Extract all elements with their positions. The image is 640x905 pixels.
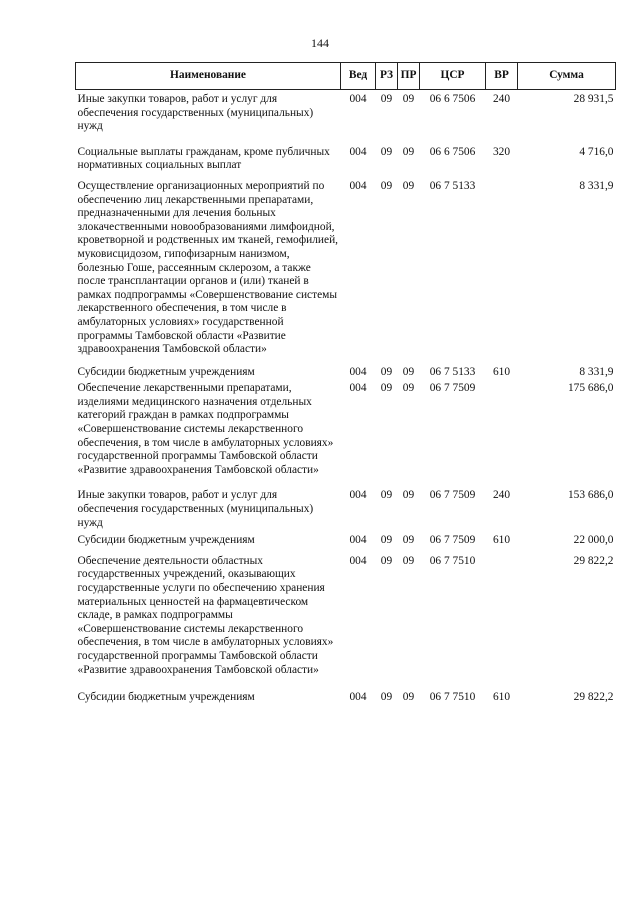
row-name: Субсидии бюджетным учреждениям [77,691,255,704]
row-vr: 610 [492,534,511,547]
row-ved: 004 [349,534,367,547]
row-rz: 09 [380,365,393,378]
row-rz: 09 [380,554,393,567]
row-pr: 09 [402,365,415,378]
row-vr: 610 [492,691,511,704]
header-sum: Сумма [518,63,616,90]
header-csr: ЦСР [420,63,486,90]
header-vr: ВР [486,63,518,90]
row-name: Субсидии бюджетным учреждениям [77,534,255,547]
row-pr: 09 [402,93,415,105]
row-csr: 06 7 7509 [429,382,476,395]
row-csr: 06 6 7506 [429,93,476,105]
row-csr: 06 7 7510 [429,554,476,567]
row-csr: 06 7 7509 [429,489,476,502]
row-ved: 004 [349,93,367,105]
row-sum: 153 686,0 [567,489,614,502]
row-pr: 09 [402,534,415,547]
row-rz: 09 [380,145,393,158]
table-row [76,379,616,477]
header-pr: ПР [398,63,420,90]
row-ved: 004 [349,145,367,158]
row-sum: 29 822,2 [573,554,614,567]
table-header-row [76,63,616,90]
row-vr [486,173,518,357]
row-vr [486,379,518,477]
row-pr: 09 [402,145,415,158]
budget-table [75,62,616,705]
table-row [76,477,616,530]
row-vr: 320 [492,145,511,158]
row-name: Социальные выплаты гражданам, кроме публичных нормативных социальных выплат [77,145,330,172]
row-sum: 175 686,0 [567,382,614,395]
row-rz: 09 [380,534,393,547]
row-csr: 06 7 7510 [429,691,476,704]
row-name: Обеспечение лекарственными препаратами, изделиями медицинского назначения отдельных категорий граждан в рамках подпрограммы «Совершенствование системы лекарственного обеспечения, в том числе в амбулаторных условиях» государственной программы Тамбовской области «Развитие здравоохранения Тамбовской области» [77,382,334,476]
table-row [76,90,616,134]
row-rz: 09 [380,489,393,502]
table-row [76,530,616,548]
row-ved: 004 [349,365,367,378]
header-name: Наименование [76,63,341,90]
row-name: Обеспечение деятельности областных государственных учреждений, оказывающих государственные услуги по обеспечению хранения материальных ценностей на фармацевтическом складе, в рамках подпрограммы «Совершенствование системы лекарственного обеспечения, в том числе в амбулаторных условиях» государственной программы Тамбовской области «Развитие здравоохранения Тамбовской области» [77,554,334,676]
row-ved: 004 [349,554,367,567]
row-sum: 28 931,5 [573,93,614,105]
table-row [76,173,616,357]
row-rz: 09 [380,93,393,105]
row-vr: 240 [492,489,511,502]
page-number: 144 [311,36,329,50]
row-csr: 06 7 5133 [429,365,476,378]
row-sum: 29 822,2 [573,691,614,704]
row-rz: 09 [380,382,393,395]
row-name: Субсидии бюджетным учреждениям [77,365,255,378]
row-pr: 09 [402,179,415,192]
row-pr: 09 [402,382,415,395]
row-vr [486,548,518,677]
row-name: Иные закупки товаров, работ и услуг для обеспечения государственных (муниципальных) нужд [77,489,314,529]
row-vr: 610 [492,365,511,378]
row-csr: 06 6 7506 [429,145,476,158]
row-ved: 004 [349,179,367,192]
row-rz: 09 [380,179,393,192]
row-ved: 004 [349,489,367,502]
table-row [76,134,616,173]
row-rz: 09 [380,691,393,704]
header-rz: РЗ [376,63,398,90]
table-row [76,357,616,380]
row-sum: 4 716,0 [579,145,614,158]
header-ved: Вед [341,63,376,90]
row-ved: 004 [349,382,367,395]
table-row [76,677,616,705]
row-pr: 09 [402,691,415,704]
row-csr: 06 7 5133 [429,179,476,192]
row-vr: 240 [492,93,511,105]
row-sum: 8 331,9 [579,179,614,192]
row-pr: 09 [402,554,415,567]
table-row [76,548,616,677]
row-name: Иные закупки товаров, работ и услуг для обеспечения государственных (муниципальных) нужд [77,93,314,133]
row-sum: 8 331,9 [579,365,614,378]
row-ved: 004 [349,691,367,704]
row-csr: 06 7 7509 [429,534,476,547]
row-name: Осуществление организационных мероприятий по обеспечению лиц лекарственными препаратами, предназначенными для лечения больных злокачественными новообразованиями лимфоидной, кроветворной и родственных им тканей, гемофилией, муковисцидозом, гипофизарным нанизмом, болезнью Гоше, рассеянным склерозом, а также после трансплантации органов и (или) тканей в рамках подпрограммы «Совершенствование системы лекарственного обеспечения, в том числе в амбулаторных условиях» государственной программы Тамбовской области «Развитие здравоохранения Тамбовской области» [77,179,339,356]
row-pr: 09 [402,489,415,502]
row-sum: 22 000,0 [573,534,614,547]
